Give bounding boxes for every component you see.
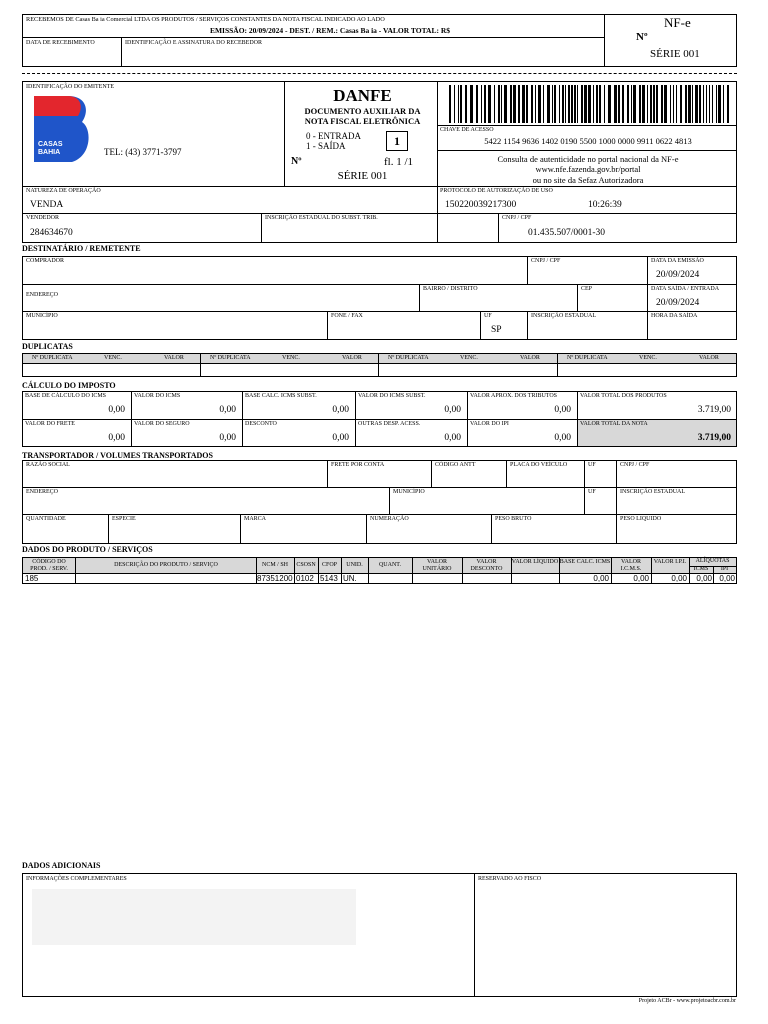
consulta-line-2: www.nfe.fazenda.gov.br/portal <box>535 164 641 174</box>
vendedor-label: VENDEDOR <box>26 215 59 221</box>
barcode <box>449 85 731 123</box>
municipio-label: MUNICÍPIO <box>26 313 58 319</box>
protocolo-label: PROTOCOLO DE AUTORIZAÇÃO DE USO <box>440 188 553 194</box>
row-al-icms: 0,00 <box>696 574 712 583</box>
info-complementares-label: INFORMAÇÕES COMPLEMENTARES <box>26 876 127 882</box>
imposto-row2-label-3: DESCONTO <box>245 421 277 427</box>
dup-col-numero-2: Nº DUPLICATA <box>210 355 251 361</box>
row-unid: UN. <box>343 574 357 583</box>
col-unid: UNID. <box>346 562 363 568</box>
destinatario-section: DESTINATÁRIO / REMETENTE <box>22 244 141 253</box>
dup-col-valor-2: VALOR <box>342 355 362 361</box>
transp-peso-bruto-label: PESO BRUTO <box>495 516 532 522</box>
danfe-entrada: 0 - ENTRADA <box>306 131 361 141</box>
transp-frete-label: FRETE POR CONTA <box>331 462 385 468</box>
imposto-row2-value-5: 0,00 <box>554 433 571 443</box>
canhoto-date-label: DATA DE RECEBIMENTO <box>26 40 95 46</box>
danfe-folha: fl. 1 /1 <box>384 156 414 168</box>
transp-marca-label: MARCA <box>244 516 267 522</box>
col-csosn: CSOSN <box>296 562 316 568</box>
canhoto-received-text: RECEBEMOS DE Casas Ba ia Comercial LTDA OS PRODUTOS / SERVIÇOS CONSTANTES DA NOTA FISCAL INDICADO AO LADO <box>26 16 385 23</box>
canhoto-nfe-serie: SÉRIE 001 <box>650 48 700 60</box>
saida-label: DATA SAÍDA / ENTRADA <box>651 286 720 292</box>
imposto-row2-value-1: 0,00 <box>108 433 125 443</box>
emitente-label: IDENTIFICAÇÃO DO EMITENTE <box>26 84 114 90</box>
imposto-row1-label-3: BASE CALC. ICMS SUBST. <box>245 393 317 399</box>
col-codigo: CÓDIGO DO PROD. / SERV. <box>30 559 68 572</box>
dup-col-venc-1: VENC. <box>104 355 122 361</box>
transp-antt-label: CÓDIGO ANTT <box>435 462 476 468</box>
emissao-value: 20/09/2024 <box>656 270 700 280</box>
imposto-row2-label-4: OUTRAS DESP. ACESS. <box>358 421 421 427</box>
transp-ie-label: INSCRIÇÃO ESTADUAL <box>620 489 686 495</box>
duplicatas-section: DUPLICATAS <box>22 342 73 351</box>
dup-col-venc-3: VENC. <box>460 355 478 361</box>
emitente-cnpj-label: CNPJ / CPF <box>502 215 532 221</box>
saida-value: 20/09/2024 <box>656 298 700 308</box>
canhoto-nfe-number-label: Nº <box>636 31 648 43</box>
transp-endereco-label: ENDEREÇO <box>26 489 58 495</box>
chave-value: 5422 1154 9636 1402 0190 5500 1000 0000 9911 0622 4813 <box>484 136 692 146</box>
danfe-tipo-box: 1 <box>386 131 408 151</box>
footer-credit: Projeto ACBr - www.projetoacbr.com.br <box>638 998 736 1004</box>
danfe-serie: SÉRIE 001 <box>337 170 388 182</box>
row-codigo: 185 <box>25 574 39 583</box>
transp-especie-label: ESPECIE <box>112 516 136 522</box>
col-al-icms: ICMS <box>693 566 709 572</box>
transp-placa-label: PLACA DO VEÍCULO <box>510 462 568 468</box>
logo-text-bahia: BAHIA <box>38 149 61 156</box>
transp-uf2-label: UF <box>588 489 596 495</box>
danfe-subtitle-1: DOCUMENTO AUXILIAR DA <box>304 106 421 116</box>
bairro-label: BAIRRO / DISTRITO <box>423 286 478 292</box>
dup-col-numero-1: Nº DUPLICATA <box>32 355 73 361</box>
adicionais-section: DADOS ADICIONAIS <box>22 861 101 870</box>
dup-col-valor-3: VALOR <box>520 355 540 361</box>
dup-col-valor-1: VALOR <box>164 355 184 361</box>
col-ncm: NCM / SH <box>261 562 288 568</box>
row-valor-ipi: 0,00 <box>671 574 687 583</box>
imposto-row2-label-5: VALOR DO IPI <box>470 421 509 427</box>
dup-col-venc-4: VENC. <box>639 355 657 361</box>
canhoto-sign-label: IDENTIFICAÇÃO E ASSINATURA DO RECEBEDOR <box>125 40 263 46</box>
imposto-row1-label-2: VALOR DO ICMS <box>134 393 181 399</box>
imposto-row1-label-4: VALOR DO ICMS SUBST. <box>358 393 426 399</box>
canhoto-emission-line: EMISSÃO: 20/09/2024 - DEST. / REM.: Casas Ba ia - VALOR TOTAL: R$ <box>209 26 451 35</box>
uf-value: SP <box>491 325 502 335</box>
protocolo-hora: 10:26:39 <box>588 200 622 210</box>
consulta-line-1: Consulta de autenticidade no portal nacional da NF-e <box>497 154 679 164</box>
imposto-row1-label-1: BASE DE CÁLCULO DO ICMS <box>25 393 107 399</box>
dup-col-venc-2: VENC. <box>282 355 300 361</box>
hora-saida-label: HORA DA SAÍDA <box>651 313 698 319</box>
imposto-row1-value-1: 0,00 <box>108 405 125 415</box>
emitente-phone: TEL: (43) 3771-3797 <box>104 147 182 157</box>
row-base-icms: 0,00 <box>593 574 609 583</box>
imposto-section: CÁLCULO DO IMPOSTO <box>22 381 116 390</box>
col-cfop: CFOP <box>321 562 337 568</box>
col-aliquotas: ALÍQUOTAS <box>695 558 730 564</box>
uf-label: UF <box>484 313 492 319</box>
subst-label: INSCRIÇÃO ESTADUAL DO SUBST. TRIB. <box>265 215 378 221</box>
transp-razao-label: RAZÃO SOCIAL <box>26 462 70 468</box>
imposto-row2-value-6: 3.719,00 <box>697 433 731 443</box>
row-cfop: 5143 <box>320 574 338 583</box>
danfe-subtitle-2: NOTA FISCAL ELETRÔNICA <box>304 116 421 126</box>
redacted-info-area <box>32 889 356 945</box>
danfe-saida: 1 - SAÍDA <box>306 141 346 151</box>
logo-text-casas: CASAS <box>38 141 63 148</box>
dup-col-numero-3: Nº DUPLICATA <box>388 355 429 361</box>
transp-peso-liquido-label: PESO LIQUIDO <box>620 516 662 522</box>
col-al-ipi: IPI <box>720 566 729 572</box>
imposto-row2-label-1: VALOR DO FRETE <box>25 421 75 427</box>
casas-bahia-logo <box>34 96 92 162</box>
transp-numeracao-label: NUMERAÇÃO <box>370 516 409 522</box>
cep-label: CEP <box>581 286 593 292</box>
imposto-row2-label-2: VALOR DO SEGURO <box>134 421 190 427</box>
col-base-icms: BASE CALC. ICMS <box>559 559 611 565</box>
transportador-section: TRANSPORTADOR / VOLUMES TRANSPORTADOS <box>22 451 213 460</box>
transp-municipio-label: MUNICÍPIO <box>393 489 425 495</box>
row-valor-icms: 0,00 <box>633 574 649 583</box>
produtos-section: DADOS DO PRODUTO / SERVIÇOS <box>22 545 153 554</box>
comprador-label: COMPRADOR <box>26 258 65 264</box>
imposto-row2-value-3: 0,00 <box>332 433 349 443</box>
destinatario-box <box>22 256 737 340</box>
imposto-row1-value-4: 0,00 <box>444 405 461 415</box>
imposto-row1-value-2: 0,00 <box>219 405 236 415</box>
imposto-row1-label-5: VALOR APROX. DOS TRIBUTOS <box>470 393 558 399</box>
canhoto-nfe-title: NF-e <box>664 15 691 30</box>
imposto-row2-value-2: 0,00 <box>219 433 236 443</box>
emissao-label: DATA DA EMISSÃO <box>651 258 704 264</box>
danfe-title: DANFE <box>333 86 392 105</box>
fisco-label: RESERVADO AO FISCO <box>478 876 542 882</box>
imposto-row1-label-6: VALOR TOTAL DOS PRODUTOS <box>580 393 667 399</box>
endereco-label: ENDEREÇO <box>26 292 58 298</box>
cut-line <box>22 73 737 74</box>
consulta-line-3: ou no site da Sefaz Autorizadora <box>532 175 644 185</box>
col-valor-liq: VALOR LÍQUIDO <box>511 559 559 565</box>
fone-label: FONE / FAX <box>331 313 363 319</box>
imposto-row2-label-6: VALOR TOTAL DA NOTA <box>580 421 648 427</box>
transp-quantidade-label: QUANTIDADE <box>26 516 66 522</box>
vendedor-value: 284634670 <box>30 228 73 238</box>
transportador-box <box>22 460 737 544</box>
natureza-label: NATUREZA DE OPERAÇÃO <box>26 188 101 194</box>
imposto-row1-value-6: 3.719,00 <box>697 405 731 415</box>
emitente-cnpj-value: 01.435.507/0001-30 <box>528 228 606 238</box>
dest-cnpj-label: CNPJ / CPF <box>531 258 561 264</box>
col-valor-desc: VALOR DESCONTO <box>470 559 503 572</box>
col-valor-ipi: VALOR I.P.I. <box>653 559 687 565</box>
col-valor-icms: VALOR I.C.M.S. <box>620 559 642 572</box>
col-valor-unit: VALOR UNITÁRIO <box>422 559 452 572</box>
imposto-row1-value-5: 0,00 <box>554 405 571 415</box>
col-descricao: DESCRIÇÃO DO PRODUTO / SERVIÇO <box>114 562 218 568</box>
row-al-ipi: 0,00 <box>719 574 735 583</box>
imposto-row2-value-4: 0,00 <box>444 433 461 443</box>
natureza-value: VENDA <box>30 200 64 210</box>
dup-col-numero-4: Nº DUPLICATA <box>567 355 608 361</box>
row-ncm: 87351200 <box>257 574 293 583</box>
col-quant: QUANT. <box>378 562 402 568</box>
dest-ie-label: INSCRIÇÃO ESTADUAL <box>531 313 597 319</box>
imposto-row1-value-3: 0,00 <box>332 405 349 415</box>
protocolo-value: 150220039217300 <box>445 200 517 210</box>
dup-col-valor-4: VALOR <box>699 355 719 361</box>
transp-uf-label: UF <box>588 462 596 468</box>
danfe-numero-label: Nº <box>291 156 302 167</box>
chave-label: CHAVE DE ACESSO <box>440 127 494 133</box>
transp-cnpj-label: CNPJ / CPF <box>620 462 650 468</box>
row-csosn: 0102 <box>296 574 314 583</box>
